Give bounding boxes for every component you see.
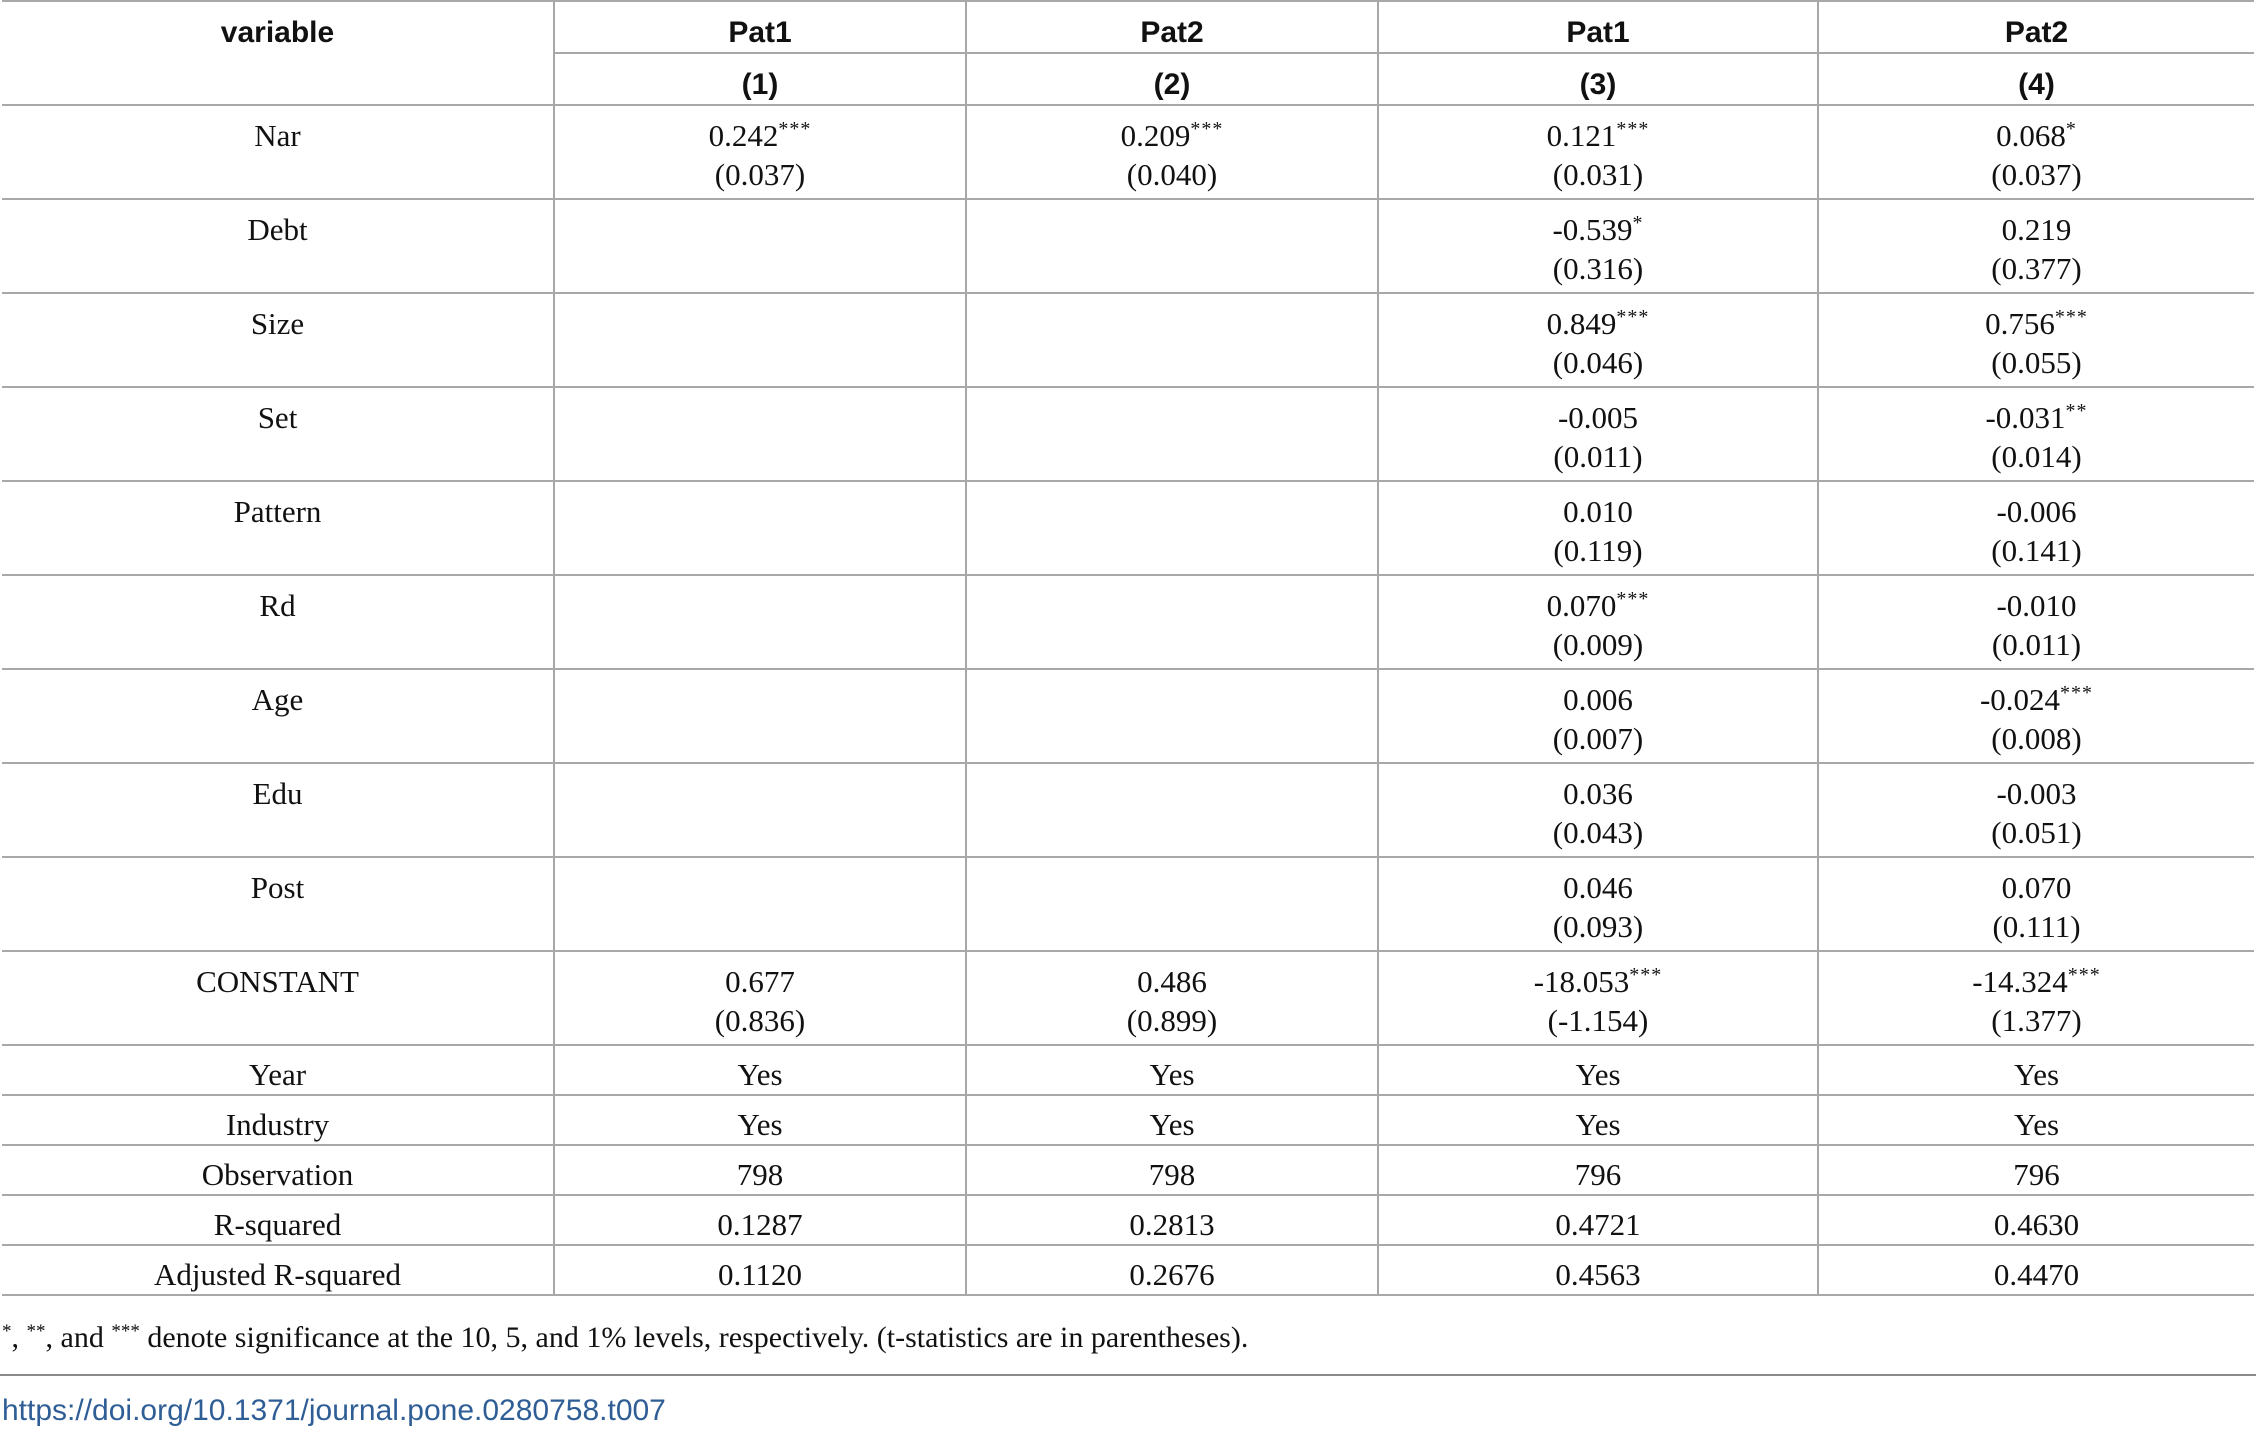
coefficient-cell — [554, 199, 966, 293]
coefficient-estimate: -0.539 — [1552, 212, 1633, 247]
coefficient-cell — [554, 387, 966, 481]
summary-row — [2, 1145, 2254, 1195]
coefficient-estimate-line — [1825, 492, 2248, 531]
coefficient-cell — [1818, 481, 2254, 575]
significance-stars: *** — [2054, 306, 2088, 328]
coefficient-estimate: 0.010 — [1563, 494, 1633, 529]
coefficient-cell — [1818, 387, 2254, 481]
coefficient-cell — [1818, 199, 2254, 293]
footnote-star-2: ** — [26, 1321, 46, 1342]
coefficient-estimate: -0.003 — [1996, 776, 2077, 811]
summary-value: 798 — [554, 1145, 966, 1195]
coefficient-cell — [1378, 951, 1818, 1045]
summary-value: 0.1287 — [554, 1195, 966, 1245]
summary-label: Industry — [2, 1095, 554, 1145]
summary-label: Year — [2, 1045, 554, 1095]
table-row — [2, 763, 2254, 857]
coefficient-estimate: 0.036 — [1563, 776, 1633, 811]
significance-stars: ** — [2065, 400, 2088, 422]
significance-stars: *** — [1629, 964, 1663, 986]
summary-value: 798 — [966, 1145, 1378, 1195]
variable-name: Age — [2, 669, 554, 763]
standard-error: (-1.154) — [1547, 1003, 1649, 1038]
summary-value: Yes — [966, 1045, 1378, 1095]
coefficient-estimate-line — [1825, 774, 2248, 813]
coefficient-estimate-line — [1385, 586, 1811, 625]
significance-stars: *** — [778, 118, 812, 140]
standard-error: (0.111) — [1992, 909, 2081, 944]
header-number-2: (2) — [966, 53, 1378, 105]
divider-rule — [0, 1374, 2256, 1376]
coefficient-estimate: -0.005 — [1557, 400, 1639, 435]
footnote-star-3: *** — [111, 1321, 140, 1342]
coefficient-estimate: -0.006 — [1996, 494, 2077, 529]
coefficient-cell — [1818, 293, 2254, 387]
summary-value: 0.4563 — [1378, 1245, 1818, 1295]
coefficient-estimate-line — [1385, 680, 1811, 719]
coefficient-cell — [1378, 293, 1818, 387]
standard-error: (0.055) — [1991, 345, 2082, 380]
summary-value: Yes — [966, 1095, 1378, 1145]
coefficient-cell — [1818, 857, 2254, 951]
coefficient-estimate-line — [1385, 492, 1811, 531]
standard-error: (0.119) — [1553, 533, 1643, 568]
coefficient-cell — [1378, 199, 1818, 293]
coefficient-estimate-line — [1825, 398, 2248, 437]
summary-value: 0.4721 — [1378, 1195, 1818, 1245]
coefficient-estimate: 0.070 — [2001, 870, 2072, 905]
standard-error: (0.051) — [1991, 815, 2082, 850]
coefficient-cell — [554, 105, 966, 199]
doi-link[interactable]: https://doi.org/10.1371/journal.pone.0280758.t007 — [2, 1394, 666, 1427]
coefficient-estimate: -0.031 — [1985, 400, 2066, 435]
standard-error: (0.093) — [1552, 909, 1644, 944]
standard-error: (0.377) — [1991, 251, 2082, 286]
significance-stars: * — [1632, 212, 1644, 234]
header-variable: variable — [2, 1, 554, 105]
summary-value: 0.2813 — [966, 1195, 1378, 1245]
standard-error: (0.043) — [1552, 815, 1644, 850]
header-model-2: Pat2 — [966, 1, 1378, 53]
header-number-1: (1) — [554, 53, 966, 105]
coefficient-cell — [1378, 481, 1818, 575]
summary-value: 796 — [1818, 1145, 2254, 1195]
summary-value: Yes — [554, 1095, 966, 1145]
variable-name: Post — [2, 857, 554, 951]
footnote-sep-1: , — [11, 1321, 27, 1354]
coefficient-estimate: 0.046 — [1563, 870, 1633, 905]
coefficient-cell — [554, 669, 966, 763]
summary-value: 0.1120 — [554, 1245, 966, 1295]
coefficient-estimate: 0.209 — [1120, 118, 1191, 153]
coefficient-estimate-line — [1825, 680, 2248, 719]
standard-error: (0.014) — [1991, 439, 2082, 474]
coefficient-cell — [966, 105, 1378, 199]
summary-value: Yes — [1818, 1045, 2254, 1095]
coefficient-estimate-line — [973, 962, 1371, 1001]
significance-stars: *** — [1190, 118, 1224, 140]
variable-name: Rd — [2, 575, 554, 669]
coefficient-cell — [1818, 669, 2254, 763]
footnote-sep-2: , and — [45, 1321, 112, 1354]
summary-row — [2, 1195, 2254, 1245]
coefficient-estimate: 0.756 — [1985, 306, 2055, 341]
standard-error: (0.011) — [1991, 627, 2082, 662]
coefficient-estimate-line — [1825, 962, 2248, 1001]
summary-label: Adjusted R-squared — [2, 1245, 554, 1295]
coefficient-estimate: 0.677 — [725, 964, 795, 999]
standard-error: (0.316) — [1552, 251, 1644, 286]
regression-table — [2, 0, 2254, 1296]
coefficient-estimate-line — [1385, 962, 1811, 1001]
table-row — [2, 387, 2254, 481]
table-row — [2, 481, 2254, 575]
coefficient-estimate-line — [1825, 210, 2248, 249]
summary-value: 0.4470 — [1818, 1245, 2254, 1295]
summary-value: 796 — [1378, 1145, 1818, 1195]
coefficient-cell — [1378, 857, 1818, 951]
coefficient-cell — [554, 857, 966, 951]
coefficient-estimate-line — [561, 116, 959, 155]
table-row — [2, 105, 2254, 199]
table-row — [2, 857, 2254, 951]
coefficient-cell — [1378, 575, 1818, 669]
coefficient-cell — [554, 293, 966, 387]
footnote-text: denote significance at the 10, 5, and 1% levels, respectively. (t-statistics are in parentheses). — [139, 1321, 1249, 1354]
coefficient-estimate: 0.242 — [708, 118, 779, 153]
summary-value: 0.4630 — [1818, 1195, 2254, 1245]
summary-value: Yes — [1818, 1095, 2254, 1145]
coefficient-cell — [1378, 669, 1818, 763]
standard-error: (1.377) — [1991, 1003, 2082, 1038]
coefficient-estimate-line — [561, 962, 959, 1001]
variable-name: Size — [2, 293, 554, 387]
coefficient-cell — [966, 857, 1378, 951]
table-footnote — [2, 1318, 1248, 1358]
standard-error: (0.007) — [1552, 721, 1644, 756]
variable-name: Debt — [2, 199, 554, 293]
coefficient-estimate: 0.006 — [1563, 682, 1633, 717]
coefficient-estimate: -0.010 — [1996, 588, 2077, 623]
coefficient-cell — [966, 951, 1378, 1045]
variable-name: CONSTANT — [2, 951, 554, 1045]
summary-value: Yes — [1378, 1095, 1818, 1145]
header-model-3: Pat1 — [1378, 1, 1818, 53]
header-number-3: (3) — [1378, 53, 1818, 105]
summary-label: Observation — [2, 1145, 554, 1195]
coefficient-cell — [966, 387, 1378, 481]
summary-value: Yes — [1378, 1045, 1818, 1095]
coefficient-cell — [966, 669, 1378, 763]
coefficient-estimate: 0.068 — [1996, 118, 2066, 153]
standard-error: (0.031) — [1552, 157, 1644, 192]
standard-error: (0.011) — [1553, 439, 1643, 474]
summary-row — [2, 1245, 2254, 1295]
summary-label: R-squared — [2, 1195, 554, 1245]
coefficient-cell — [1818, 105, 2254, 199]
variable-name: Pattern — [2, 481, 554, 575]
standard-error: (0.836) — [714, 1003, 806, 1038]
significance-stars: *** — [2067, 964, 2101, 986]
coefficient-cell — [1378, 105, 1818, 199]
coefficient-estimate-line — [1825, 586, 2248, 625]
variable-name: Nar — [2, 105, 554, 199]
coefficient-cell — [554, 951, 966, 1045]
summary-row — [2, 1045, 2254, 1095]
coefficient-estimate: 0.486 — [1137, 964, 1207, 999]
coefficient-estimate-line — [1385, 210, 1811, 249]
standard-error: (0.037) — [714, 157, 806, 192]
coefficient-cell — [966, 763, 1378, 857]
summary-row — [2, 1095, 2254, 1145]
table-row — [2, 951, 2254, 1045]
coefficient-cell — [966, 575, 1378, 669]
coefficient-estimate: 0.121 — [1546, 118, 1617, 153]
coefficient-estimate-line — [1385, 116, 1811, 155]
header-number-4: (4) — [1818, 53, 2254, 105]
summary-value: Yes — [554, 1045, 966, 1095]
variable-name: Set — [2, 387, 554, 481]
coefficient-estimate-line — [973, 116, 1371, 155]
coefficient-cell — [1818, 763, 2254, 857]
table-row — [2, 575, 2254, 669]
variable-name: Edu — [2, 763, 554, 857]
standard-error: (0.009) — [1552, 627, 1644, 662]
table-row — [2, 293, 2254, 387]
coefficient-cell — [966, 481, 1378, 575]
coefficient-estimate: -14.324 — [1972, 964, 2068, 999]
significance-stars: *** — [1616, 588, 1650, 610]
coefficient-estimate: 0.849 — [1546, 306, 1617, 341]
coefficient-estimate: 0.070 — [1546, 588, 1617, 623]
coefficient-estimate: 0.219 — [2001, 212, 2072, 247]
coefficient-cell — [1818, 575, 2254, 669]
coefficient-cell — [966, 199, 1378, 293]
coefficient-cell — [966, 293, 1378, 387]
significance-stars: * — [2065, 118, 2077, 140]
table-body — [2, 105, 2254, 1295]
coefficient-estimate-line — [1825, 868, 2248, 907]
standard-error: (0.008) — [1991, 721, 2082, 756]
coefficient-cell — [1818, 951, 2254, 1045]
coefficient-cell — [1378, 763, 1818, 857]
coefficient-estimate-line — [1385, 774, 1811, 813]
standard-error: (0.046) — [1552, 345, 1644, 380]
header-model-1: Pat1 — [554, 1, 966, 53]
table-row — [2, 669, 2254, 763]
summary-value: 0.2676 — [966, 1245, 1378, 1295]
coefficient-estimate-line — [1385, 868, 1811, 907]
coefficient-cell — [554, 575, 966, 669]
significance-stars: *** — [1616, 118, 1650, 140]
table-row — [2, 199, 2254, 293]
footnote-star-1: * — [2, 1321, 12, 1342]
coefficient-estimate-line — [1825, 304, 2248, 343]
coefficient-estimate-line — [1385, 398, 1811, 437]
coefficient-estimate: -18.053 — [1533, 964, 1630, 999]
coefficient-cell — [1378, 387, 1818, 481]
standard-error: (0.899) — [1126, 1003, 1218, 1038]
coefficient-cell — [554, 481, 966, 575]
standard-error: (0.040) — [1126, 157, 1218, 192]
significance-stars: *** — [1616, 306, 1650, 328]
header-row-models — [2, 1, 2254, 53]
coefficient-estimate: -0.024 — [1979, 682, 2061, 717]
coefficient-estimate-line — [1825, 116, 2248, 155]
coefficient-cell — [554, 763, 966, 857]
header-model-4: Pat2 — [1818, 1, 2254, 53]
standard-error: (0.037) — [1991, 157, 2082, 192]
significance-stars: *** — [2060, 682, 2094, 704]
standard-error: (0.141) — [1991, 533, 2082, 568]
coefficient-estimate-line — [1385, 304, 1811, 343]
